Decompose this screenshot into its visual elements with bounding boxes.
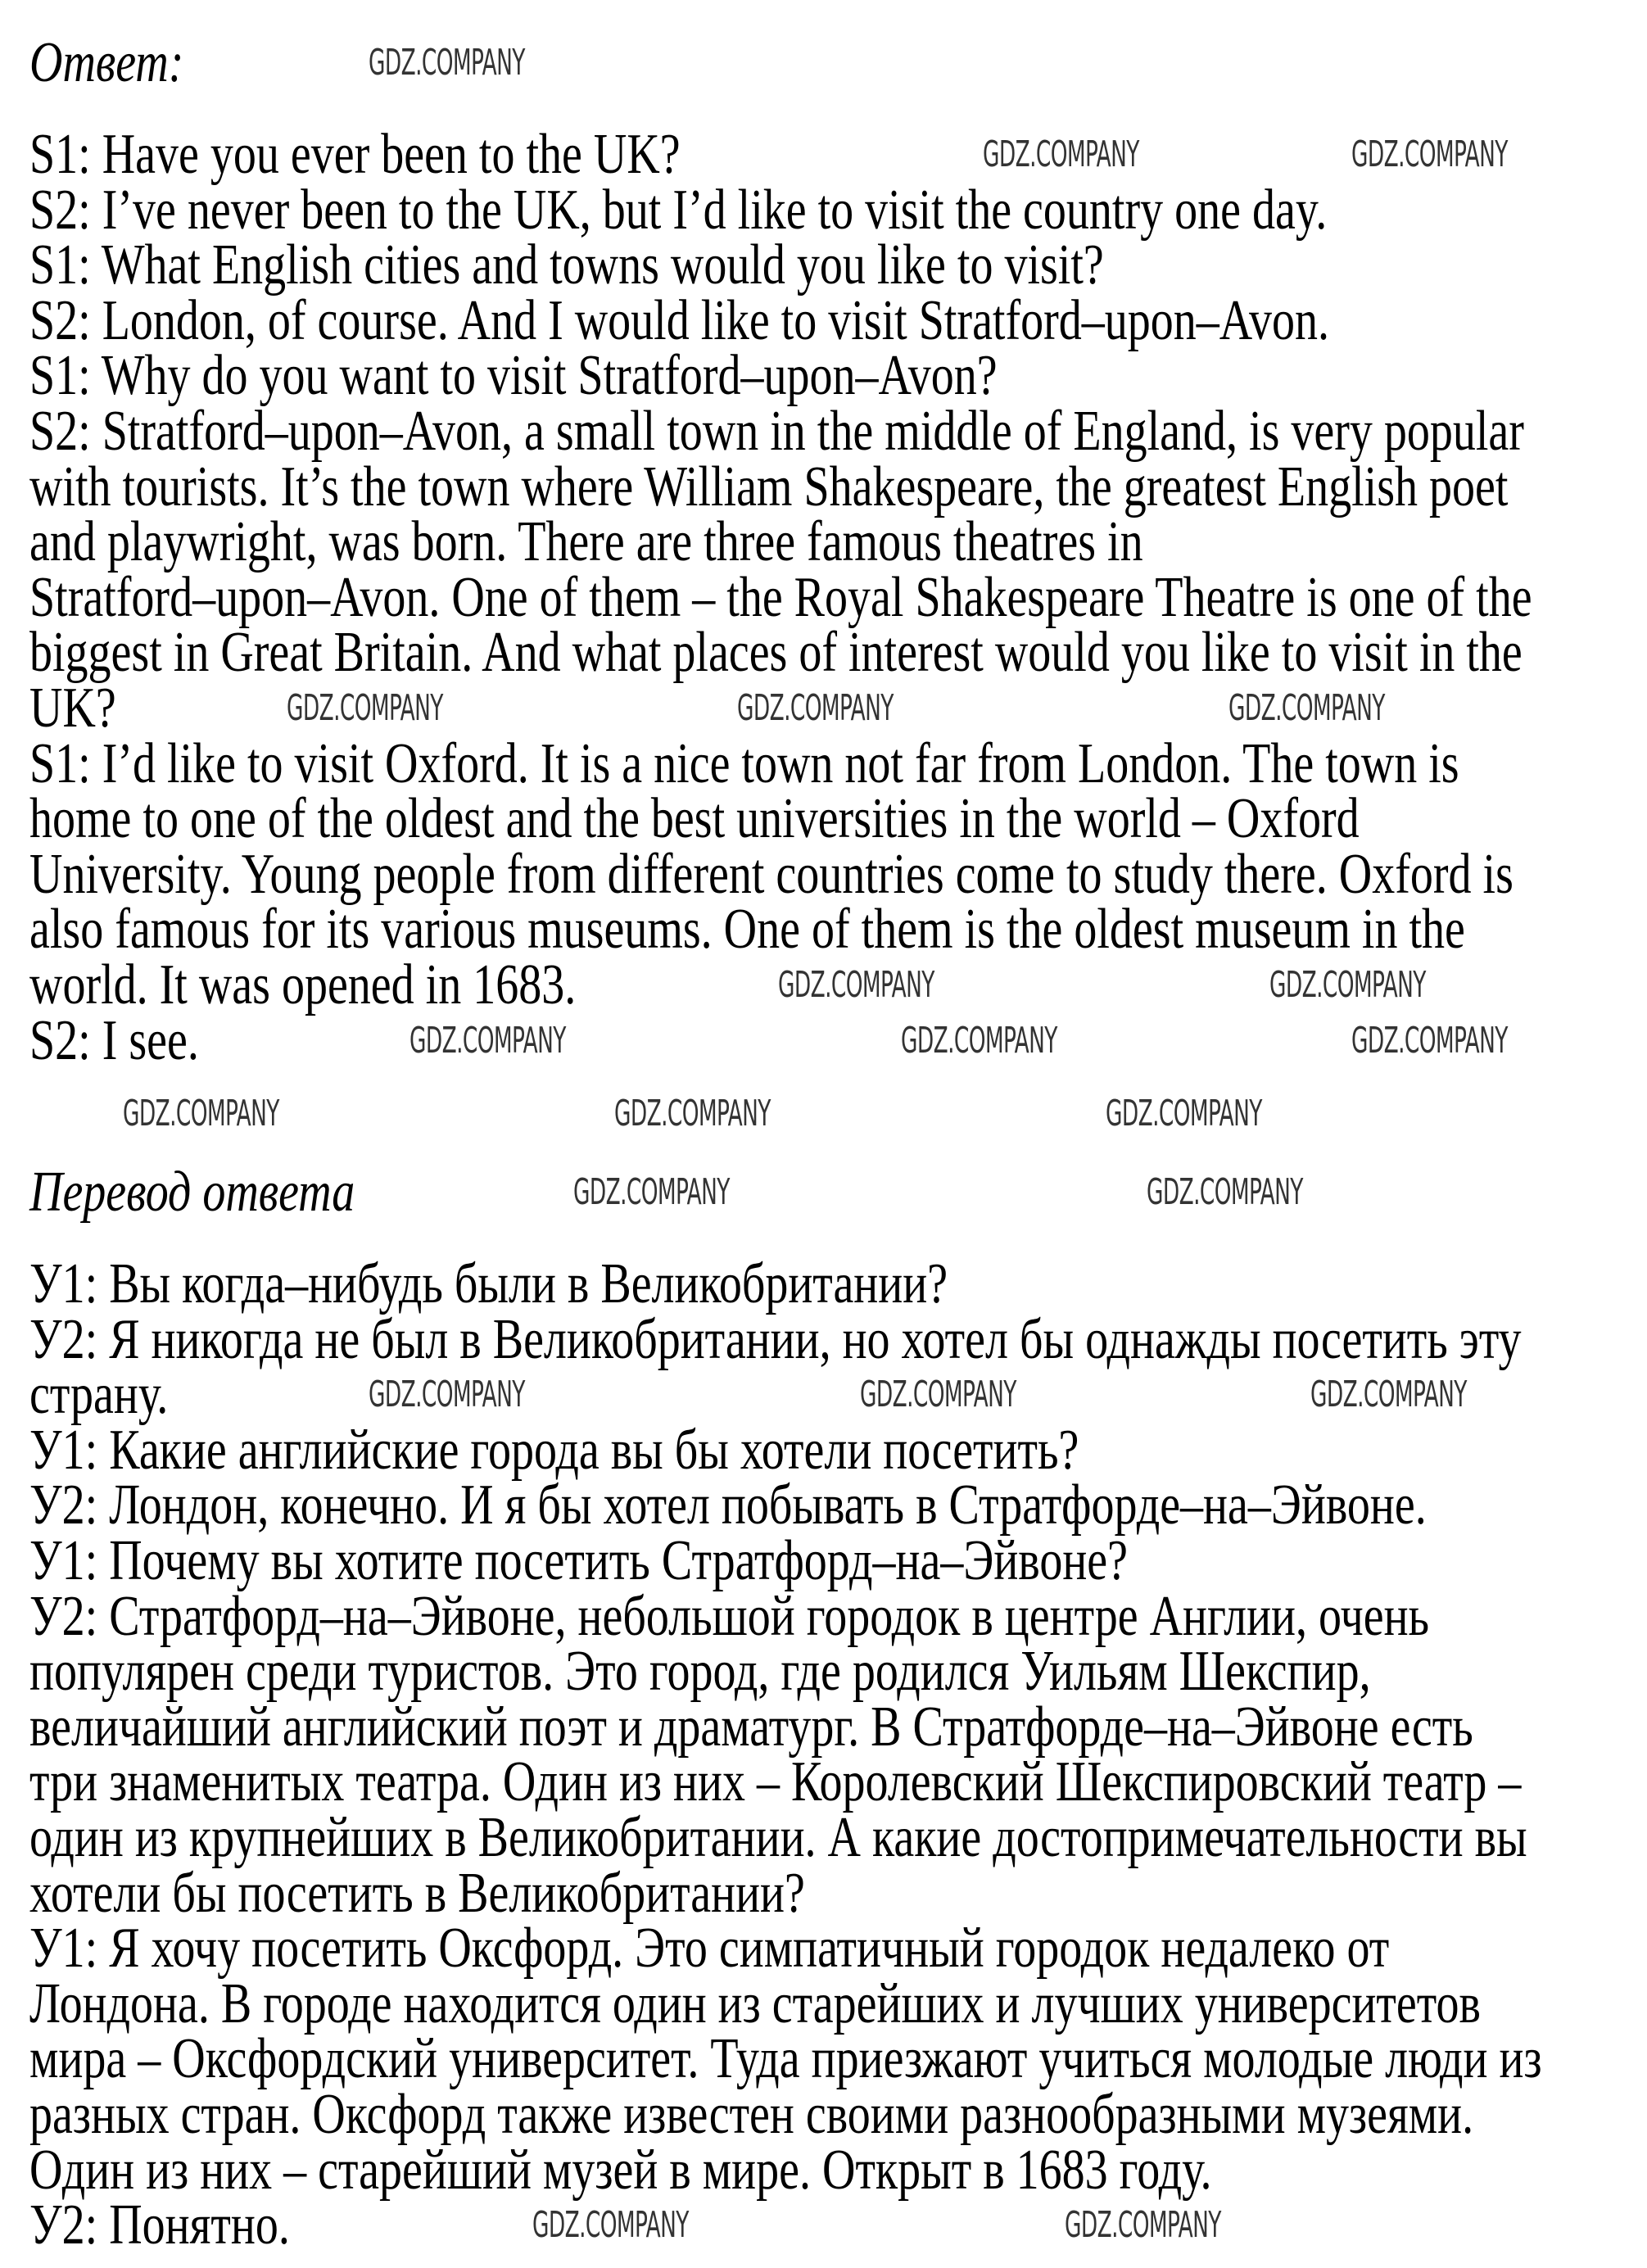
text-line: UK? (29, 677, 116, 740)
text-line: один из крупнейших в Великобритании. А какие достопримечательности вы (29, 1806, 1527, 1869)
watermark-text: GDZ.COMPANY (1147, 1171, 1303, 1213)
text-line: У2: Понятно. (29, 2193, 290, 2257)
text-line: S1: I’d like to visit Oxford. It is a nice town not far from London. The town is (29, 732, 1459, 795)
text-line: У1: Вы когда–нибудь были в Великобритании? (29, 1252, 948, 1315)
text-line: S2: I see. (29, 1009, 199, 1072)
text-line: Один из них – старейший музей в мире. Открыт в 1683 году. (29, 2139, 1212, 2202)
text-line: S2: Stratford–upon–Avon, a small town in the middle of England, is very popular (29, 400, 1524, 463)
translation-heading: Перевод ответа (29, 1161, 355, 1224)
text-line: популярен среди туристов. Это город, где родился Уильям Шекспир, (29, 1640, 1371, 1703)
text-line: У2: Лондон, конечно. И я бы хотел побывать в Стратфорде–на–Эйвоне. (29, 1474, 1427, 1537)
text-line: S1: Why do you want to visit Stratford–upon–Avon? (29, 344, 998, 407)
watermark-text: GDZ.COMPANY (737, 687, 894, 729)
text-line: мира – Оксфордский университет. Туда приезжают учиться молодые люди из (29, 2027, 1542, 2090)
watermark-text: GDZ.COMPANY (778, 964, 934, 1006)
text-line: У1: Почему вы хотите посетить Стратфорд–на–Эйвоне? (29, 1529, 1129, 1592)
text-line: S2: I’ve never been to the UK, but I’d like to visit the country one day. (29, 179, 1328, 242)
text-line: У2: Я никогда не был в Великобритании, но хотел бы однажды посетить эту (29, 1308, 1522, 1371)
text-line: величайший английский поэт и драматург. В Стратфорде–на–Эйвоне есть (29, 1695, 1473, 1759)
text-line: world. It was opened in 1683. (29, 953, 577, 1016)
text-line: разных стран. Оксфорд также известен своими разнообразными музеями. (29, 2083, 1474, 2146)
text-line: хотели бы посетить в Великобритании? (29, 1862, 805, 1925)
watermark-text: GDZ.COMPANY (369, 42, 525, 84)
watermark-text: GDZ.COMPANY (614, 1093, 771, 1134)
text-line: страну. (29, 1363, 169, 1426)
text-line: and playwright, was born. There are three famous theatres in (29, 510, 1143, 573)
text-line: S1: What English cities and towns would you like to visit? (29, 233, 1104, 297)
text-line: with tourists. It’s the town where William Shakespeare, the greatest English poet (29, 455, 1509, 518)
text-line: Stratford–upon–Avon. One of them – the Royal Shakespeare Theatre is one of the (29, 566, 1532, 629)
watermark-text: GDZ.COMPANY (1351, 134, 1508, 175)
watermark-text: GDZ.COMPANY (369, 1374, 525, 1415)
text-line: У1: Какие английские города вы бы хотели посетить? (29, 1419, 1079, 1482)
text-line: University. Young people from different countries come to study there. Oxford is (29, 843, 1514, 906)
answer-heading: Ответ: (29, 31, 184, 94)
text-line: У1: Я хочу посетить Оксфорд. Это симпатичный городок недалеко от (29, 1917, 1390, 1980)
watermark-text: GDZ.COMPANY (860, 1374, 1016, 1415)
text-line: три знаменитых театра. Один из них – Королевский Шекспировский театр – (29, 1750, 1522, 1813)
watermark-text: GDZ.COMPANY (1269, 964, 1426, 1006)
watermark-text: GDZ.COMPANY (1106, 1093, 1262, 1134)
text-line: S1: Have you ever been to the UK? (29, 123, 681, 186)
watermark-text: GDZ.COMPANY (1065, 2204, 1221, 2246)
watermark-text: GDZ.COMPANY (287, 687, 443, 729)
watermark-text: GDZ.COMPANY (1351, 1020, 1508, 1062)
watermark-text: GDZ.COMPANY (983, 134, 1139, 175)
watermark-text: GDZ.COMPANY (532, 2204, 689, 2246)
watermark-text: GDZ.COMPANY (1228, 687, 1385, 729)
text-line: S2: London, of course. And I would like to visit Stratford–upon–Avon. (29, 289, 1330, 352)
text-line: У2: Стратфорд–на–Эйвоне, небольшой городок в центре Англии, очень (29, 1585, 1430, 1648)
watermark-text: GDZ.COMPANY (123, 1093, 279, 1134)
watermark-text: GDZ.COMPANY (1310, 1374, 1467, 1415)
watermark-text: GDZ.COMPANY (409, 1020, 566, 1062)
watermark-text: GDZ.COMPANY (901, 1020, 1057, 1062)
text-line: home to one of the oldest and the best universities in the world – Oxford (29, 787, 1360, 850)
watermark-text: GDZ.COMPANY (573, 1171, 730, 1213)
text-line: biggest in Great Britain. And what places of interest would you like to visit in the (29, 621, 1523, 684)
text-line: Лондона. В городе находится один из старейших и лучших университетов (29, 1972, 1481, 2035)
text-line: also famous for its various museums. One of them is the oldest museum in the (29, 898, 1465, 961)
